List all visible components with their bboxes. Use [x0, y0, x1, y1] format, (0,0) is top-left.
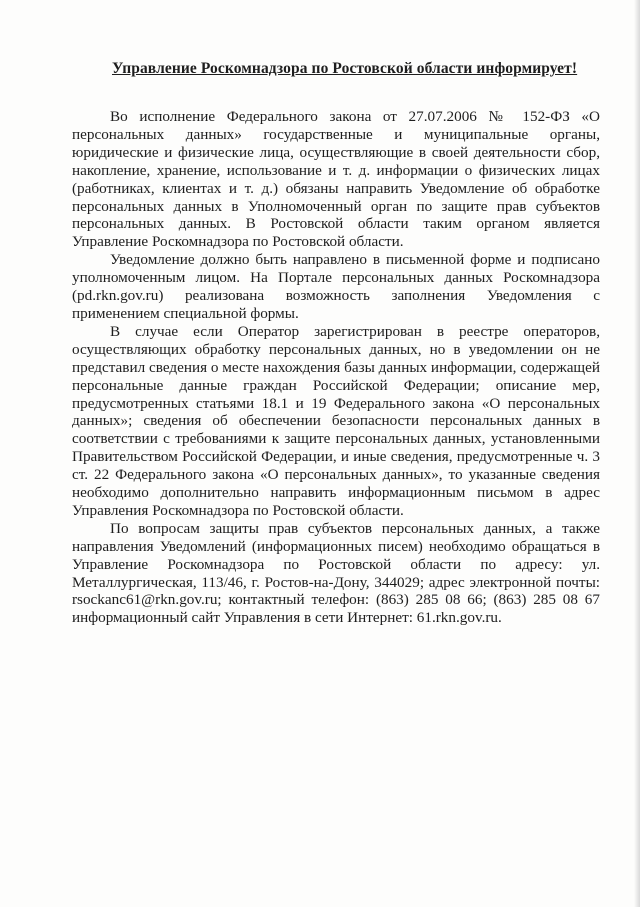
scan-edge-shadow [634, 0, 640, 907]
paragraph-contacts: По вопросам защиты прав субъектов персональных данных, а также направления Уведомлений (информационных писем) необходимо обращаться в Управление Роскомнадзора по Ростовской области по адресу: ул. Металлургическая, 113/46, г. Ростов-на-Дону, 344029; адрес электронной почты: rsockanc61@rkn.gov.ru; контактный телефон: (863) 285 08 66; (863) 285 08 67 информационный сайт Управления в сети Интернет: 61.rkn.gov.ru. [72, 519, 600, 627]
document-body [72, 108, 600, 627]
paragraph-notification-form: Уведомление должно быть направлено в письменной форме и подписано уполномоченным лицом. На Портале персональных данных Роскомнадзора (pd.rkn.gov.ru) реализована возможность заполнения Уведомления с применением специальной формы. [72, 251, 600, 322]
paragraph-notification-duty: Во исполнение Федерального закона от 27.07.2006 № 152-ФЗ «О персональных данных» государственные и муниципальные органы, юридические и физические лица, осуществляющие в своей деятельности сбор, накопление, хранение, использование и т. д. информации о физических лицах (работниках, клиентах и т. д.) обязаны направить Уведомление об обработке персональных данных в Уполномоченный орган по защите прав субъектов персональных данных. В Ростовской области таким органом является Управление Роскомнадзора по Ростовской области. [72, 108, 600, 251]
paragraph-additional-info: В случае если Оператор зарегистрирован в реестре операторов, осуществляющих обработку персональных данных, но в уведомлении он не представил сведения о месте нахождения базы данных информации, содержащей персональные данные граждан Российской Федерации; описание мер, предусмотренных статьями 18.1 и 19 Федерального закона «О персональных данных»; сведения об обеспечении безопасности персональных данных в соответствии с требованиями к защите персональных данных, установленными Правительством Российской Федерации, и иные сведения, предусмотренные ч. 3 ст. 22 Федерального закона «О персональных данных», то указанные сведения необходимо дополнительно направить информационным письмом в адрес Управления Роскомнадзора по Ростовской области. [72, 322, 600, 519]
document-title: Управление Роскомнадзора по Ростовской области информирует! [112, 60, 578, 77]
